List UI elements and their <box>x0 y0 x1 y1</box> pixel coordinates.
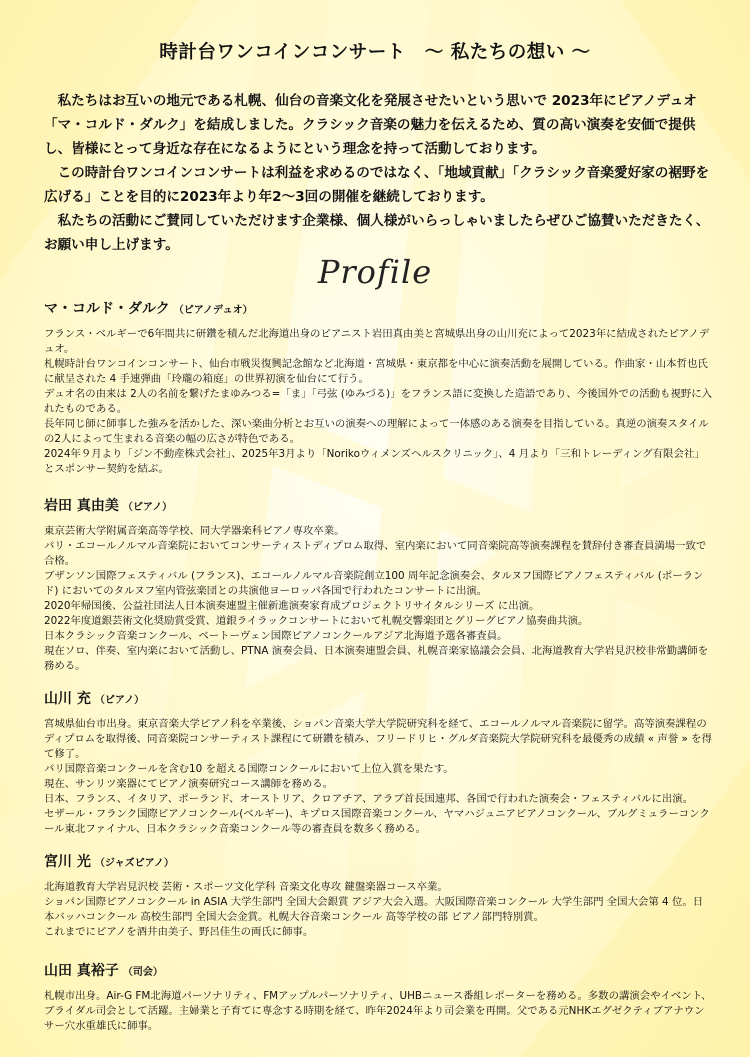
bio-line: 現在ソロ、伴奏、室内楽において活動し、PTNA 演奏会員、日本演奏連盟会員、札幌音楽家協議会会員、北海道教育大学岩見沢校非常勤講師を務める。 <box>44 645 709 672</box>
bio-line: ショパン国際ピアノコンクール in ASIA 大学生部門 全国大会銀賞 アジア大会入選。大阪国際音楽コンクール 大学生部門 全国大会第 4 位。日本バッハコンクール 高校生部門 全国大会金賞。札幌大谷音楽コンクール 高等学校の部 ピアノ部門特別賞。 <box>44 896 704 923</box>
bio-line: 東京芸術大学附属音楽高等学校、同大学器楽科ピアノ専攻卒業。 <box>44 525 345 537</box>
profile-name: マ・コルド・ダルク （ピアノデュオ） <box>44 301 253 317</box>
profile-role: （ジャズピアノ） <box>94 858 174 869</box>
bio-line: 2024年９月より「ジン不動産株式会社」、2025年3月より「Norikoウィメンズヘルスクリニック」、4 月より「三和トレーディング有限会社」とスポンサー契約を結ぶ。 <box>44 448 705 475</box>
bio-line: 2020年帰国後、公益社団法人日本演奏連盟主催新進演奏家育成プロジェクトリサイタルシリーズ に出演。 <box>44 600 540 612</box>
page-title: 時計台ワンコインコンサート 〜 私たちの想い 〜 <box>159 42 591 63</box>
bio-line: 2022年度道銀芸術文化奨励賞受賞、道銀ライラックコンサートにおいて札幌交響楽団とグリーグピアノ協奏曲共演。 <box>44 615 589 627</box>
profile-yamada <box>44 962 712 1034</box>
profile-role: （ピアノデュオ） <box>173 305 253 316</box>
bio-line: パリ国際音楽コンクールを含む10 を超える国際コンクールにおいて上位入賞を果たす。 <box>44 763 454 775</box>
profile-yamakawa <box>44 690 712 837</box>
intro-message <box>44 89 712 257</box>
intro-paragraph-2: この時計台ワンコインコンサートは利益を求めるのではなく、「地域貢献」「クラシック音楽愛好家の裾野を広げる」ことを目的に2023年より年2〜3回の開催を継続しております。 <box>44 165 710 205</box>
bio-line: 宮城県仙台市出身。東京音楽大学ピアノ科を卒業後、ショパン音楽大学大学院研究科を経て、エコールノルマル音楽院に留学。高等演奏課程のディプロムを取得後、同音楽院コンサーティスト課程にて研鑽を積み、フリードリヒ・グルダ音楽院大学院研究科を最優秀の成績 « 声誉 » を得て修了。 <box>44 718 712 760</box>
bio-line: これまでにピアノを酒井由美子、野呂佳生の両氏に師事。 <box>44 926 314 938</box>
profile-name: 山川 充 （ピアノ） <box>44 691 145 707</box>
profile-role: （ピアノ） <box>122 502 173 513</box>
profile-miyakawa <box>44 853 712 940</box>
intro-paragraph-3: 私たちの活動にご賛同していただけます企業様、個人様がいらっしゃいましたらぜひご協賛いただきたく、お願い申し上げます。 <box>44 213 710 253</box>
bio-line: パリ・エコールノルマル音楽院においてコンサーティストディプロム取得、室内楽において同音楽院高等演奏課程を賛辞付き審査員満場一致で合格。 <box>44 540 707 567</box>
bio-line: フランス・ベルギーで6年間共に研鑽を積んだ北海道出身のピアニスト岩田真由美と宮城県出身の山川充によって2023年に結成されたピアノデュオ。 <box>44 328 710 355</box>
profile-heading: Profile <box>317 253 433 291</box>
profile-role: （司会） <box>122 967 163 978</box>
bio-line: 札幌時計台ワンコインコンサート、仙台市戦災復興記念館など北海道・宮城県・東京都を中心に演奏活動を展開している。作曲家・山本哲也氏に献呈された 4 手連弾曲「玲瓏の箱庭」の世界初演を仙台にて行う。 <box>44 358 708 385</box>
bio-line: 長年同じ師に師事した強みを活かした、深い楽曲分析とお互いの演奏への理解によって一体感のある演奏を目指している。真逆の演奏スタイルの2人によって生まれる音楽の幅の広さが特色である。 <box>44 418 709 445</box>
profile-duo <box>44 300 712 477</box>
profile-role: （ピアノ） <box>94 695 145 706</box>
bio-line: 日本クラシック音楽コンクール、ベートーヴェン国際ピアノコンクールアジア北海道予選各審査員。 <box>44 630 508 642</box>
profile-name: 宮川 光 （ジャズピアノ） <box>44 854 174 870</box>
bio-line: 現在、サンリツ楽器にてピアノ演奏研究コース講師を務める。 <box>44 778 334 790</box>
profile-name: 山田 真裕子 （司会） <box>44 963 163 979</box>
bio-line: セザール・フランク国際ピアノコンクール(ベルギー)、キプロス国際音楽コンクール、ヤマハジュニアピアノコンクール、ブルグミュラーコンクール東北ファイナル、日本クラシック音楽コンクール等の審査員を数多く務める。 <box>44 808 710 835</box>
intro-paragraph-1: 私たちはお互いの地元である札幌、仙台の音楽文化を発展させたいという思いで 2023年にピアノデュオ「マ・コルド・ダルク」を結成しました。クラシック音楽の魅力を伝えるため、質の高い演奏を安価で提供し、皆様にとって身近な存在になるようにという理念を持って活動しております。 <box>44 93 697 157</box>
profile-name: 岩田 真由美 （ピアノ） <box>44 498 173 514</box>
bio-line: 北海道教育大学岩見沢校 芸術・スポーツ文化学科 音楽文化専攻 鍵盤楽器コース卒業。 <box>44 881 448 893</box>
profile-iwata <box>44 497 712 674</box>
bio-line: 日本、フランス、イタリア、ポーランド、オーストリア、クロアチア、アラブ首長国連邦、各国で行われた演奏会・フェスティバルに出演。 <box>44 793 694 805</box>
bio-line: 札幌市出身。Air-G FM北海道パーソナリティ、FMアップルパーソナリティ、UHBニュース番組レポーターを務める。多数の講演会やイベント、ブライダル司会として活躍。主婦業と子育てに専念する時期を経て、昨年2024年より司会業を再開。父である元NHKエグゼクティブアナウンサー穴水重雄氏に師事。 <box>44 990 712 1032</box>
bio-line: ブザンソン国際フェスティバル (フランス)、エコールノルマル音楽院創立100 周年記念演奏会、タルヌフ国際ピアノフェスティバル (ポーランド) においてのタルヌフ室内管弦楽団との共演他ヨーロッパ各国で行われたコンサートに出演。 <box>44 570 704 597</box>
bio-line: デュオ名の由来は 2人の名前を繋げたまゆみつる=「ま」「弓弦 (ゆみづる)」をフランス語に変換した造語であり、今後国外での活動も視野に入れたものである。 <box>44 388 713 415</box>
